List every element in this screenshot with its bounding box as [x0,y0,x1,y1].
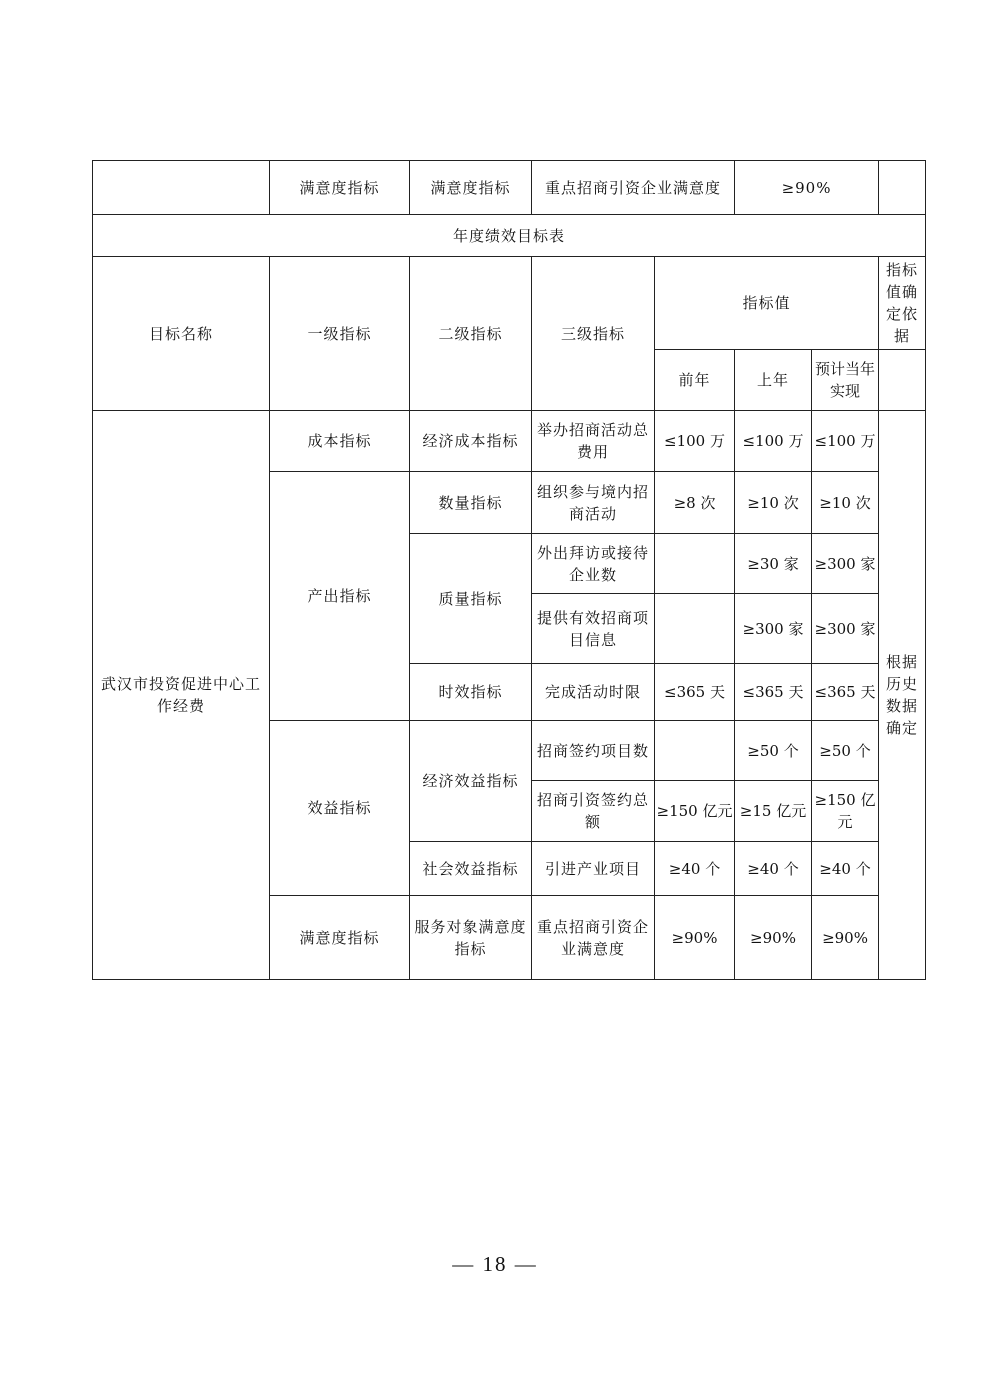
header-level1: 一级指标 [270,257,410,411]
goal-name-cell: 武汉市投资促进中心工作经费 [93,411,270,980]
indicator-name: 组织参与境内招商活动 [532,472,655,534]
prev-value [655,721,735,781]
level3-cell: 重点招商引资企业满意度 [532,161,735,215]
header-row [93,257,926,350]
current-value: ≤365 天 [812,664,879,721]
performance-table-container [92,160,925,980]
indicator-name: 举办招商活动总费用 [532,411,655,472]
current-value: ≥300 家 [812,594,879,664]
indicator-name: 招商引资签约总额 [532,781,655,842]
indicator-name: 提供有效招商项目信息 [532,594,655,664]
header-level2: 二级指标 [410,257,532,411]
prev-value [655,594,735,664]
header-basis: 指标值确定依据 [879,257,926,350]
current-value: ≥50 个 [812,721,879,781]
performance-goal-table [92,160,926,980]
current-value: ≤100 万 [812,411,879,472]
basis-cell: 根据历史数据确定 [879,411,926,980]
current-value: ≥300 家 [812,534,879,594]
subgroup-economic-cost: 经济成本指标 [410,411,532,472]
last-value: ≤100 万 [735,411,812,472]
header-level3: 三级指标 [532,257,655,411]
last-value: ≥30 家 [735,534,812,594]
subgroup-social-benefit: 社会效益指标 [410,842,532,896]
last-value: ≥50 个 [735,721,812,781]
empty-cell [879,161,926,215]
last-value: ≥40 个 [735,842,812,896]
indicator-name: 完成活动时限 [532,664,655,721]
prev-value: ≤365 天 [655,664,735,721]
prev-value: ≤100 万 [655,411,735,472]
group-cost: 成本指标 [270,411,410,472]
indicator-name: 外出拜访或接待企业数 [532,534,655,594]
subgroup-timeliness: 时效指标 [410,664,532,721]
indicator-name: 引进产业项目 [532,842,655,896]
current-value: ≥90% [812,896,879,980]
table-row [93,411,926,472]
level1-cell: 满意度指标 [270,161,410,215]
page-number: — 18 — [452,1252,538,1276]
prev-value: ≥40 个 [655,842,735,896]
indicator-name: 重点招商引资企业满意度 [532,896,655,980]
last-value: ≥10 次 [735,472,812,534]
table-title: 年度绩效目标表 [93,215,926,257]
subgroup-quantity: 数量指标 [410,472,532,534]
table-title-row [93,215,926,257]
current-value: ≥10 次 [812,472,879,534]
current-value: ≥40 个 [812,842,879,896]
header-goal-name: 目标名称 [93,257,270,411]
last-value: ≥300 家 [735,594,812,664]
level2-cell: 满意度指标 [410,161,532,215]
group-satisfaction: 满意度指标 [270,896,410,980]
subgroup-service-satisfaction: 服务对象满意度指标 [410,896,532,980]
prev-value [655,534,735,594]
group-benefit: 效益指标 [270,721,410,896]
empty-cell [879,350,926,411]
last-value: ≤365 天 [735,664,812,721]
empty-cell [93,161,270,215]
header-prev-year: 前年 [655,350,735,411]
header-indicator-value: 指标值 [655,257,879,350]
subgroup-quality: 质量指标 [410,534,532,664]
indicator-name: 招商签约项目数 [532,721,655,781]
group-output: 产出指标 [270,472,410,721]
prev-value: ≥90% [655,896,735,980]
table-row [93,161,926,215]
last-value: ≥90% [735,896,812,980]
header-last-year: 上年 [735,350,812,411]
current-value: ≥150 亿元 [812,781,879,842]
value-cell: ≥90% [735,161,879,215]
prev-value: ≥150 亿元 [655,781,735,842]
header-current-year: 预计当年实现 [812,350,879,411]
subgroup-economic-benefit: 经济效益指标 [410,721,532,842]
last-value: ≥15 亿元 [735,781,812,842]
prev-value: ≥8 次 [655,472,735,534]
